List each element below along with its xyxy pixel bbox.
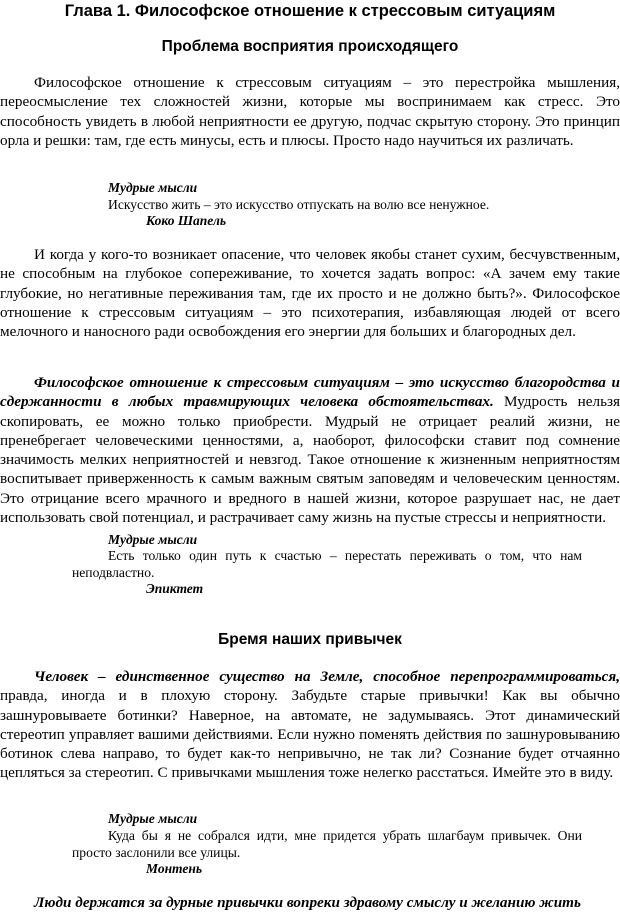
section-title-habits: Бремя наших привычек <box>218 631 402 648</box>
emphasis-reprogram: Человек – единственное существо на Земле, способное перепрограммироваться, <box>34 668 620 685</box>
emphasis-nobility: Философское отношение к стрессовым ситуациям – это искусство благородства и сдержанности в любых травмирующих человека обстоятельствах. <box>0 374 620 411</box>
quote-label: Мудрые мысли <box>108 180 198 195</box>
quote-text-line: Есть только один путь к счастью – перестать переживать о том, что нам <box>108 548 582 563</box>
quote-label: Мудрые мысли <box>108 532 198 547</box>
paragraph-nobility <box>0 373 620 527</box>
quote-text: Искусство жить – это искусство отпускать на волю все ненужное. <box>108 197 490 212</box>
quote-text-line: Куда бы я не собрался идти, мне придется убрать шлагбаум привычек. Они <box>108 828 582 843</box>
emphasis-bad-habits: Люди держатся за дурные привычки вопреки здравому смыслу и желанию жить <box>34 894 581 911</box>
paragraph-nobility-text: Мудрость нельзя скопировать, ее можно только приобрести. Мудрый не отрицает реалий жизни, не пренебрегает человеческими ценностями, а, наоборот, философски ставит под сомнение значимость мелких неприятностей и невзгод. Такое отношение к жизненным неприятностям воспитывает приверженность к самым важным святым заповедям и человеческим ценностям. Это отрицание всего мрачного и вредного в нашей жизни, которое разрушает нас, не дает использовать свой потенциал, и растрачивает саму жизнь на пустые стрессы и неприятности. <box>0 393 620 526</box>
quote-text-line: просто заслонили все улицы. <box>72 845 241 860</box>
quote-author: Эпиктет <box>146 581 204 596</box>
quote-author: Коко Шапель <box>146 213 227 228</box>
quote-label: Мудрые мысли <box>108 811 198 826</box>
section-title-perception: Проблема восприятия происходящего <box>161 38 459 55</box>
paragraph-bad-habits <box>0 893 620 912</box>
quote-text-line: неподвластно. <box>72 565 155 580</box>
quote-author: Монтень <box>146 861 203 876</box>
chapter-title: Глава 1. Философское отношение к стрессовым ситуациям <box>64 2 556 20</box>
paragraph-habits-text: правда, иногда и в плохую сторону. Забудьте старые привычки! Как вы обычно зашнуровываете ботинки? Наверное, на автомате, не задумываясь. Этот динамический стереотип управляет вашими действиями. Если нужно поменять действия по зашнуровыванию ботинок слева направо, то будет как-то непривычно, не так ли? Сознание будет отчаянно цепляться за стереотип. С привычками мышления тоже нелегко расстаться. Имейте это в виду. <box>0 687 620 782</box>
paragraph-habits <box>0 667 620 783</box>
paragraph-philosophy-intro: Философское отношение к стрессовым ситуациям – это перестройка мышления, переосмысление тех сложностей жизни, которые мы воспринимаем как стресс. Это способность увидеть в любой неприятности ее другую, подчас скрытую сторону. Это принцип орла и решки: там, где есть минусы, есть и плюсы. Просто надо научиться их различать. <box>0 74 620 149</box>
paragraph-fear-of-coldness: И когда у кого-то возникает опасение, что человек якобы станет сухим, бесчувственным, не способным на глубокое сопереживание, то хочется задать вопрос: «А зачем ему такие глубокие, но негативные переживания там, где их просто и не должно быть?». Философское отношение к стрессовым ситуациям – это психотерапия, избавляющая людей от всего мелочного и наносного ради освобождения его энергии для больших и благородных дел. <box>0 246 620 340</box>
